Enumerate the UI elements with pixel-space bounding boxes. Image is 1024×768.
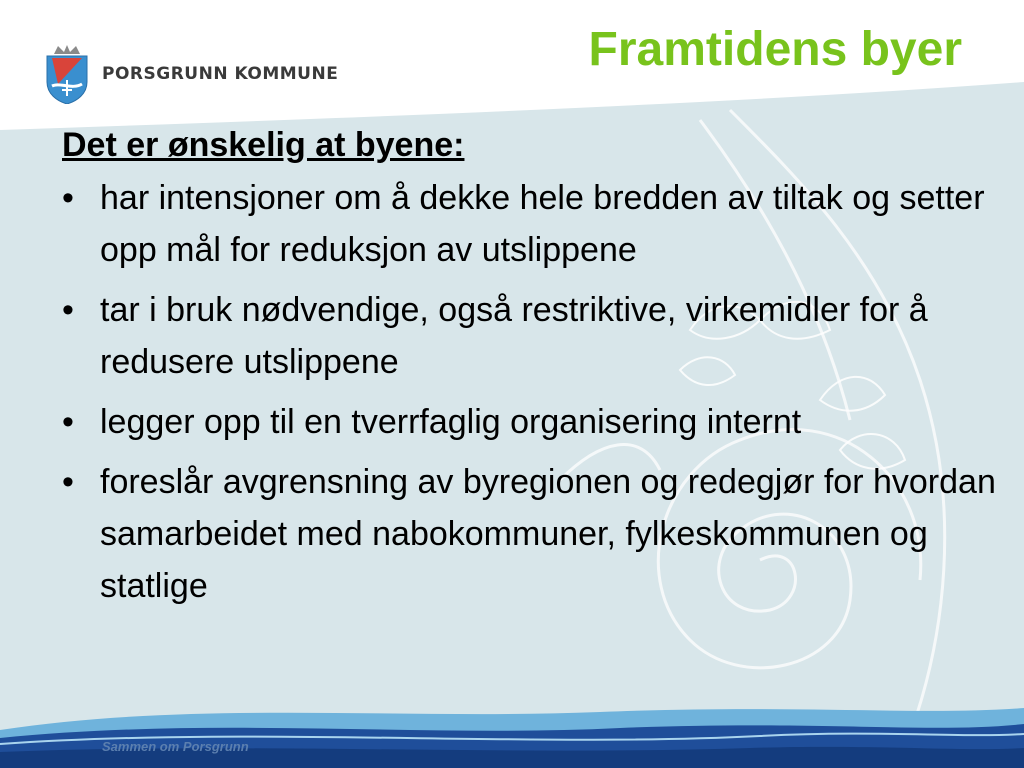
bullet-text: har intensjoner om å dekke hele bredden av tiltak og setter opp mål for reduksjon av utslippene: [100, 179, 985, 269]
coat-of-arms-icon: [44, 44, 90, 104]
bullet-dot-icon: •: [62, 463, 74, 501]
slide-content: [62, 124, 1012, 620]
bullet-item: [62, 172, 1012, 276]
bullet-list: [62, 172, 1012, 612]
bullet-text: tar i bruk nødvendige, også restriktive, virkemidler for å redusere utslippene: [100, 291, 928, 381]
bullet-dot-icon: •: [62, 403, 74, 441]
bullet-item: [62, 456, 1012, 612]
organization-name: PORSGRUNN KOMMUNE: [102, 64, 339, 84]
bullet-item: [62, 284, 1012, 388]
bullet-text: foreslår avgrensning av byregionen og redegjør for hvordan samarbeidet med nabokommuner, fylkeskommunen og statlige: [100, 463, 996, 605]
bullet-dot-icon: •: [62, 179, 74, 217]
footer-slogan: Sammen om Porsgrunn: [102, 739, 249, 754]
bullet-dot-icon: •: [62, 291, 74, 329]
bullet-text: legger opp til en tverrfaglig organisering internt: [100, 403, 802, 441]
porsgrunn-kommune-logo: [44, 44, 338, 104]
content-heading: Det er ønskelig at byene:: [62, 126, 465, 164]
bullet-item: [62, 396, 1012, 448]
slide-title: Framtidens byer: [588, 23, 962, 76]
